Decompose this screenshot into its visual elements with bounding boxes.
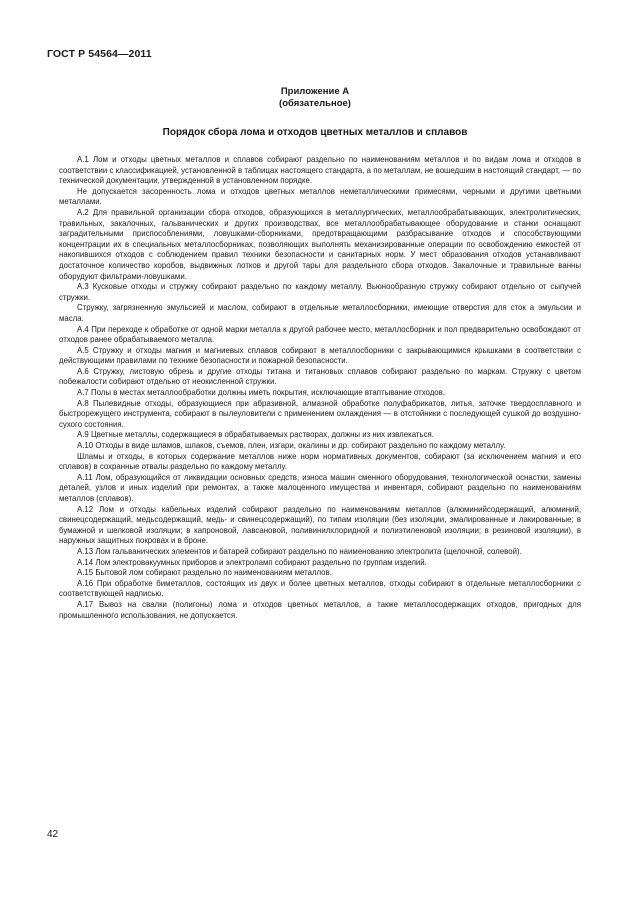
paragraph-a13: А.13 Лом гальванических элементов и батарей собирают раздельно по наименованию электролита (щелочной, солевой). <box>77 546 522 556</box>
appendix-heading <box>0 86 630 110</box>
paragraph-a7: А.7 Полы в местах металлообработки должны иметь покрытия, исключающие втаптывание отходов. <box>77 388 446 398</box>
appendix-title: Приложение А <box>280 86 350 97</box>
paragraph-a10: А.10 Отходы в виде шламов, шлаков, съемов, плен, изгари, окалины и др. собирают раздельно по каждому металлу. <box>77 441 506 451</box>
paragraph-a16: А.16 При обработке биметаллов, состоящих из двух и более цветных металлов, отходы собирают в отдельные металлосборники с соответствующей надписью. <box>59 578 581 599</box>
paragraph-a1-note: Не допускается засоренность лома и отходов цветных металлов неметаллическими примесями, черными и другими цветными металлами. <box>59 186 581 207</box>
standard-header: ГОСТ Р 54564—2011 <box>47 48 152 60</box>
paragraph-a6: А.6 Стружку, листовую обрезь и другие отходы титана и титановых сплавов собирают раздельно по маркам. Стружку с цветом побежалости собирают отдельно от неокисленной стружки. <box>59 366 581 387</box>
paragraph-a15: А.15 Бытовой лом собирают раздельно по наименованиям металлов. <box>77 568 332 578</box>
document-body <box>59 155 581 621</box>
paragraph-a3-note: Стружку, загрязненную эмульсией и маслом, собирают в отдельные металлосборники, имеющие отверстия для сток а эмульсии и масла. <box>59 303 581 323</box>
paragraph-a17: А.17 Вывоз на свалки (полигоны) лома и отходов цветных металлов, а также металлосодержащих отходов, пригодных для промышленного использования, не допускается. <box>59 599 581 620</box>
paragraph-a10-note: Шламы и отходы, в которых содержание металлов ниже норм нормативных документов, собирают (за исключением магния и его сплавов) в сохранные отвалы раздельно по каждому металлу. <box>59 451 581 472</box>
paragraph-a12: А.12 Лом и отходы кабельных изделий собирают раздельно по наименованиям металлов (алюминийсодержащий, алюминий, свинецсодержащий, медьсодержащий, медь- и свинецсодержащий), по типам изоляции (без изоляции, эмалированные и лакированные; в бумажной и шелковой изоляции; в капроновой, лавсановой, поливинилхлоридной и полиэтиленовой изоляции; в резиновой изоляции), в наружных защитных покровах и в броне. <box>59 504 581 546</box>
paragraph-a11: А.11 Лом, образующийся от ликвидации основных средств, износа машин сменного оборудования, технологической оснастки, замены деталей, узлов и иных изделий при ремонтах, а также малоценного имущества и инвентаря, собирают раздельно по наименованиям металлов (сплавов). <box>59 472 581 503</box>
paragraph-a9: А.9 Цветные металлы, содержащиеся в обрабатываемых растворах, должны из них извлекаться. <box>77 430 434 440</box>
paragraph-a8: А.8 Пылевидные отходы, образующиеся при абразивной, алмазной обработке полуфабрикатов, литья, заточке твердосплавного и быстрорежущего инструмента, собирают в пылеуловители с применением охлаждения — в отстойники с последующей сушкой до воздушно-сухого состояния. <box>59 398 581 429</box>
paragraph-a3: А.3 Кусковые отходы и стружку собирают раздельно по каждому металлу. Вьюнообразную стружку собирают отдельно от сыпучей стружки. <box>59 282 581 302</box>
appendix-status: (обязательное) <box>279 98 351 109</box>
paragraph-a4: А.4 При переходе к обработке от одной марки металла к другой рабочее место, металлосборник и пол предварительно освобождают от отходов ранее обрабатываемого металла. <box>59 324 581 345</box>
paragraph-a2: А.2 Для правильной организации сбора отходов, образующихся в металлургических, металлообрабатывающих, электролитических, травильных, закалочных, гальванических и других производствах, все металлообрабатывающее оборудование и станки оснащают заградительными приспособлениями, ловушками-сборниками, предотвращающими разбрасывание отходов и способствующими концентрации их в специальных металлосборниках, позволяющих выполнять механизированные операции по освобождению емкостей от накопившихся отходов с соблюдением правил техники безопасности и санитарных норм. У мест образования отходов устанавливают достаточное количество коробов, выдвижных лотков и другой тары для раздельного сбора отходов. Закалочные и травильные ванны оборудуют фильтрами-ловушками. <box>59 207 581 281</box>
paragraph-a5: А.5 Стружку и отходы магния и магниевых сплавов собирают в металлосборники с закрывающимися крышками в соответствии с действующими правилами по технике безопасности и пожарной безопасности. <box>59 345 581 366</box>
paragraph-a14: А.14 Лом электровакуумных приборов и электроламп собирают раздельно по группам изделий. <box>77 557 427 567</box>
page-number: 42 <box>47 829 59 840</box>
section-title: Порядок сбора лома и отходов цветных металлов и сплавов <box>162 127 468 138</box>
paragraph-a1: А.1 Лом и отходы цветных металлов и сплавов собирают раздельно по наименованиям металлов и по видам лома и отходов в соответствии с классификацией, установленной в таблицах настоящего стандарта, а по металлам, не вошедшим в настоящий стандарт, — по технической документации, утвержденной в установленном порядке. <box>59 155 581 186</box>
